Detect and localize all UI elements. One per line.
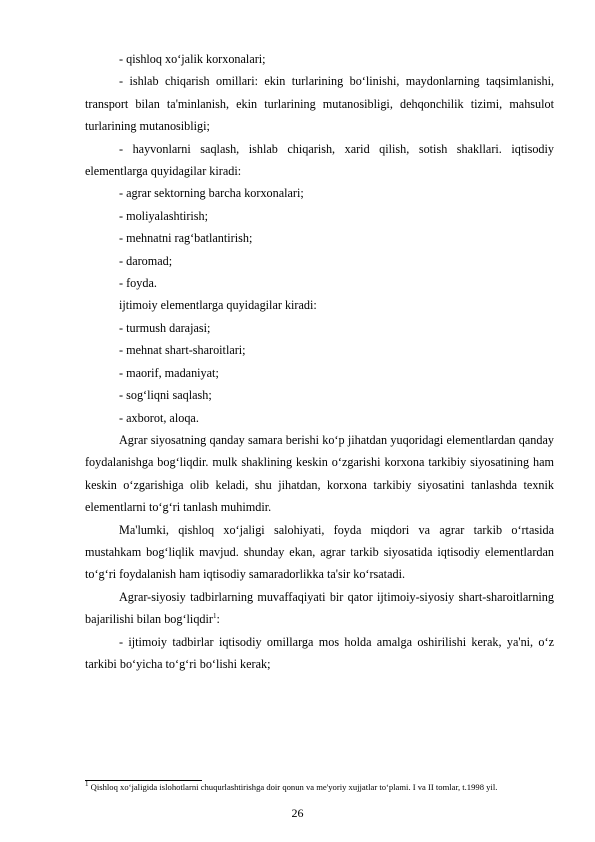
footnote-divider (85, 780, 202, 781)
footnote (85, 782, 554, 793)
paragraph-14: - axborot, aloqa. (119, 410, 199, 425)
footnote-ref[interactable]: 1 (212, 612, 217, 621)
paragraph-15: Agrar siyosatning qanday samara berishi ko‘p jihatdan yuqoridagi elementlardan qanday foydalanishga bog‘liqdir. mulk shaklining keskin o‘zgarishi korxona tarkibiy siyosatining ham keskin o‘zgarishiga olib keladi, shu jihatdan, korxona tarkibiy siyosatini tanlashda texnik elementlarni to‘g‘ri tanlash muhimdir. (85, 432, 554, 515)
paragraph-2: - ishlab chiqarish omillari: ekin turlarining bo‘linishi, maydonlarning taqsimlanishi, transport bilan ta'minlanish, ekin turlarining mutanosibligi, dehqonchilik tizimi, mahsulot turlarining mutanosibligi; (85, 74, 554, 134)
paragraph-10: - turmush darajasi; (119, 320, 211, 335)
paragraph-18: - ijtimoiy tadbirlar iqtisodiy omillarga mos holda amalga oshirilishi kerak, ya'ni, o‘z tarkibi bo‘yicha to‘g‘ri bo‘lishi kerak; (85, 634, 554, 671)
paragraph-11: - mehnat shart-sharoitlari; (119, 343, 246, 358)
page-number: 26 (291, 806, 304, 820)
paragraph-3: - hayvonlarni saqlash, ishlab chiqarish, xarid qilish, sotish shakllari. iqtisodiy elementlarga quyidagilar kiradi: (85, 141, 554, 179)
paragraph-5: - moliyalashtirish; (119, 208, 209, 223)
paragraph-1: - qishloq xo‘jalik korxonalari; (119, 52, 266, 66)
paragraph-9: ijtimoiy elementlarga quyidagilar kiradi: (119, 298, 317, 313)
paragraph-6: - mehnatni rag‘batlantirish; (119, 231, 253, 246)
paragraph-13: - sog‘liqni saqlash; (119, 388, 212, 403)
paragraph-17-tail: : (216, 612, 220, 627)
paragraph-12: - maorif, madaniyat; (119, 365, 219, 380)
paragraph-17 (85, 586, 554, 631)
paragraph-7: - daromad; (119, 253, 173, 268)
paragraph-8: - foyda. (119, 276, 157, 291)
paragraph-4: - agrar sektorning barcha korxonalari; (119, 186, 304, 201)
footnote-marker: 1 (85, 780, 89, 789)
footnote-text: Qishloq xo‘jaligida islohotlarni chuqurlashtirishga doir qonun va me'yoriy xujjatlar to‘plami. I va II tomlar, t.1998 yil. (90, 782, 498, 792)
paragraph-17-text: Agrar-siyosiy tadbirlarning muvaffaqiyati bir qator ijtimoiy-siyosiy shart-sharoitlarning bajarilishi bilan bog‘liqdir (85, 589, 554, 627)
paragraph-16: Ma'lumki, qishloq xo‘jaligi salohiyati, foyda miqdori va agrar tarkib o‘rtasida mustahkam bog‘liqlik mavjud. shunday ekan, agrar tarkib siyosatida iqtisodiy elementlardan to‘g‘ri foydalanish ham iqtisodiy samaradorlikka ta'sir ko‘rsatadi. (85, 522, 554, 582)
document-body (85, 48, 554, 675)
